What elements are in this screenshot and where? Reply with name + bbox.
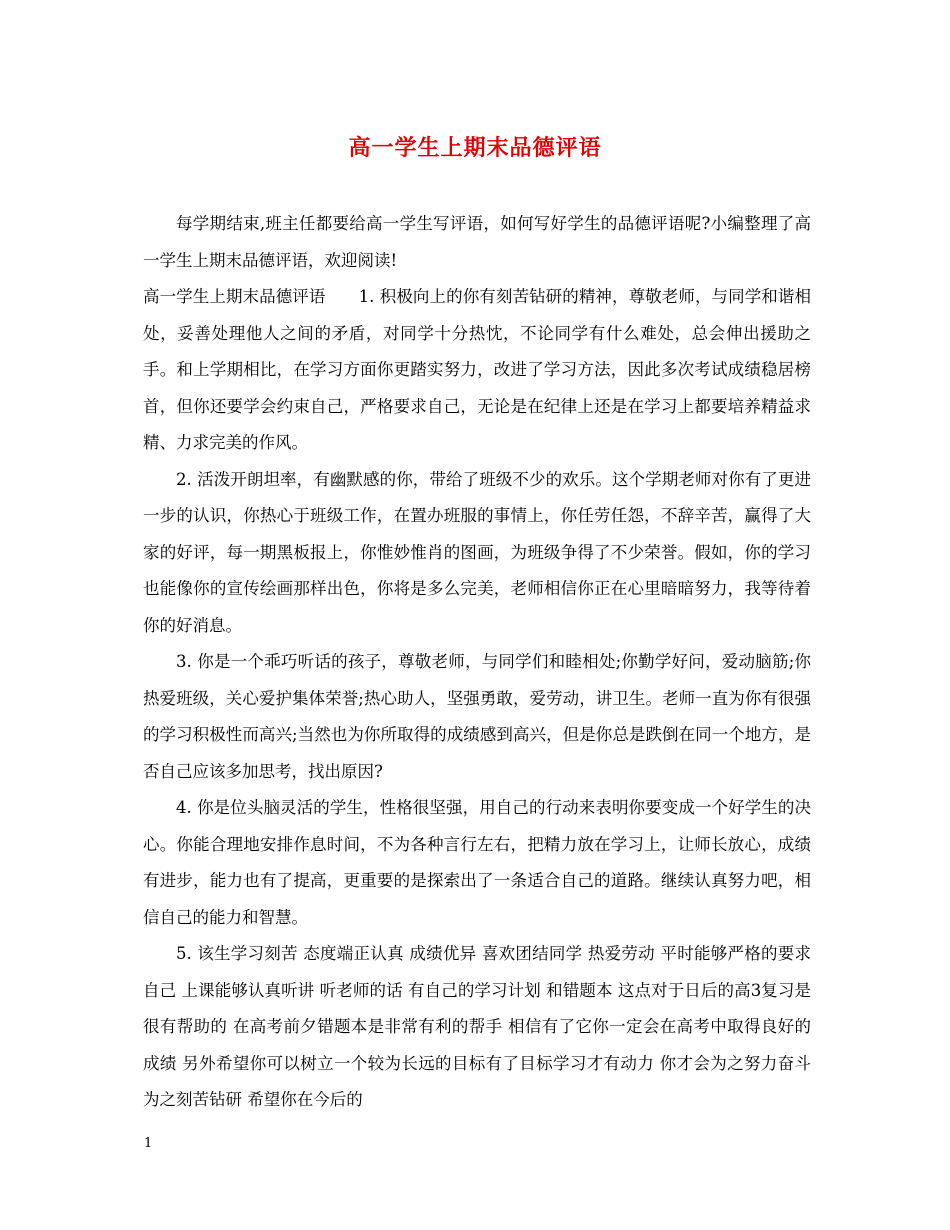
paragraph-intro: 每学期结束,班主任都要给高一学生写评语，如何写好学生的品德评语呢?小编整理了高一学生上期末品德评语，欢迎阅读! [143,214,811,270]
document-body [143,206,811,1119]
paragraph-2: 2. 活泼开朗坦率，有幽默感的你，带给了班级不少的欢乐。这个学期老师对你有了更进一步的认识，你热心于班级工作，在置办班服的事情上，你任劳任怨，不辞辛苦，赢得了大家的好评，每一期黑板报上，你惟妙惟肖的图画，为班级争得了不少荣誉。假如，你的学习也能像你的宣传绘画那样出色，你将是多么完美，老师相信你正在心里暗暗努力，我等待着你的好消息。 [143,469,811,635]
paragraph-4: 4. 你是位头脑灵活的学生，性格很坚强，用自己的行动来表明你要变成一个好学生的决心。你能合理地安排作息时间，不为各种言行左右，把精力放在学习上，让师长放心，成绩有进步，能力也有了提高，更重要的是探索出了一条适合自己的道路。继续认真努力吧，相信自己的能力和智慧。 [143,798,811,927]
page-number: 1 [144,1136,153,1151]
paragraph-1: 高一学生上期末品德评语 1. 积极向上的你有刻苦钻研的精神，尊敬老师，与同学和谐相处，妥善处理他人之间的矛盾，对同学十分热忱，不论同学有什么难处，总会伸出援助之手。和上学期相比，在学习方面你更踏实努力，改进了学习方法，因此多次考试成绩稳居榜首，但你还要学会约束自己，严格要求自己，无论是在纪律上还是在学习上都要培养精益求精、力求完美的作风。 [143,287,811,452]
paragraph-3: 3. 你是一个乖巧听话的孩子，尊敬老师，与同学们和睦相处;你勤学好问，爱动脑筋;你热爱班级，关心爱护集体荣誉;热心助人，坚强勇敢，爱劳动，讲卫生。老师一直为你有很强的学习积极性而高兴;当然也为你所取得的成绩感到高兴，但是你总是跌倒在同一个地方，是否自己应该多加思考，找出原因? [143,652,811,781]
document-title: 高一学生上期末品德评语 [348,135,602,161]
paragraph-5: 5. 该生学习刻苦 态度端正认真 成绩优异 喜欢团结同学 热爱劳动 平时能够严格的要求自己 上课能够认真听讲 听老师的话 有自己的学习计划 和错题本 这点对于日后的高3复习是很有帮助的 在高考前夕错题本是非常有利的帮手 相信有了它你一定会在高考中取得良好的成绩 另外希望你可以树立一个较为长远的目标有了目标学习才有动力 你才会为之努力奋斗 为之刻苦钻研 希望你在今后的 [143,944,811,1109]
